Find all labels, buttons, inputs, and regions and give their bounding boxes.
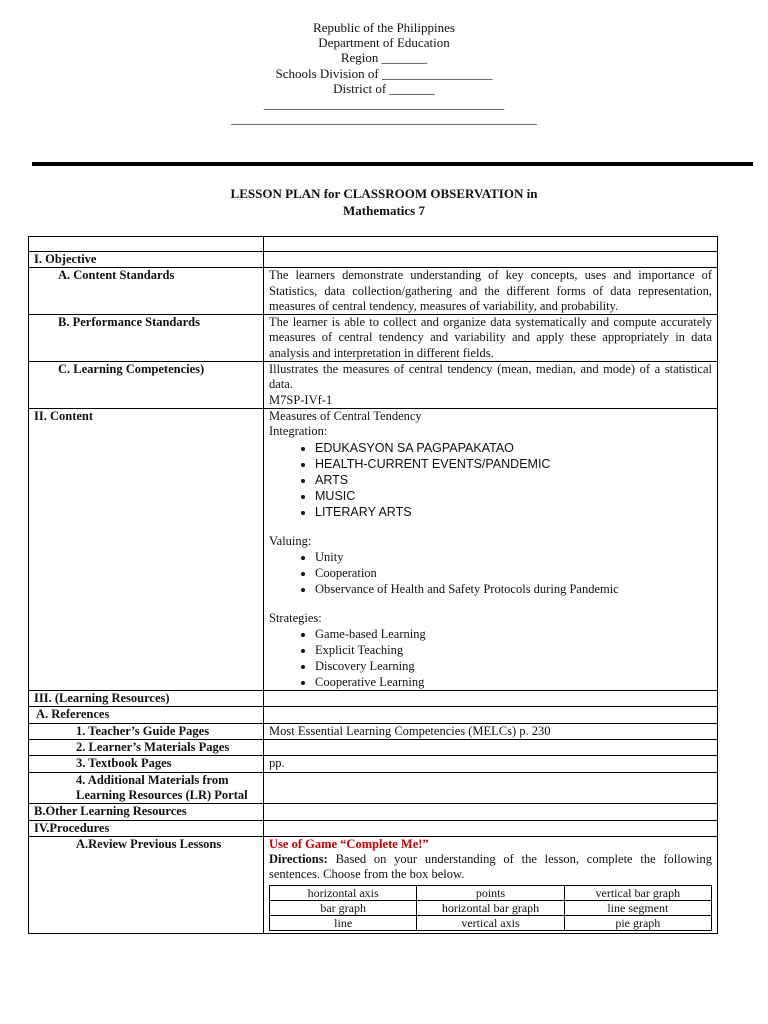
textbook-value: pp. bbox=[264, 756, 718, 772]
competency-code: M7SP-IVf-1 bbox=[269, 392, 333, 407]
list-item: • Cooperative Learning bbox=[315, 674, 712, 690]
strategies-label: Strategies: bbox=[269, 610, 322, 625]
lesson-plan-table bbox=[28, 236, 718, 934]
teachers-guide-label: 1. Teacher’s Guide Pages bbox=[29, 723, 264, 739]
table-row bbox=[29, 836, 718, 933]
empty-cell bbox=[264, 820, 718, 836]
header-blank-line-2: _______________________________________________ bbox=[231, 111, 537, 127]
competencies-text: Illustrates the measures of central tendency (mean, median, and mode) of a statistical data. bbox=[269, 362, 712, 392]
teachers-guide-value: Most Essential Learning Competencies (MELCs) p. 230 bbox=[264, 723, 718, 739]
strategies-list bbox=[269, 626, 712, 690]
list-item: • Explicit Teaching bbox=[315, 642, 712, 658]
directions-text: Based on your understanding of the lesson, complete the following sentences. Choose from the box below. bbox=[269, 852, 712, 882]
table-row bbox=[29, 408, 718, 690]
list-item: • EDUKASYON SA PAGPAPAKATAO bbox=[315, 440, 712, 456]
valuing-label: Valuing: bbox=[269, 533, 312, 548]
header-division: Schools Division of _________________ bbox=[275, 65, 493, 81]
performance-standards-label: B. Performance Standards bbox=[29, 315, 264, 362]
empty-cell bbox=[264, 237, 718, 252]
competencies-label: C. Learning Competencies) bbox=[29, 362, 264, 409]
table-row bbox=[29, 691, 718, 707]
choice-cell: pie graph bbox=[564, 915, 711, 930]
table-row bbox=[270, 885, 712, 900]
choice-cell: vertical axis bbox=[417, 915, 564, 930]
choice-cell: line bbox=[270, 915, 417, 930]
procedures-heading: IV.Procedures bbox=[29, 820, 264, 836]
additional-materials-label: 4. Additional Materials from Learning Resources (LR) Portal bbox=[29, 772, 264, 804]
directions-label: Directions: bbox=[269, 852, 328, 867]
list-item: • HEALTH-CURRENT EVENTS/PANDEMIC bbox=[315, 456, 712, 472]
header-republic: Republic of the Philippines bbox=[313, 20, 455, 35]
objective-heading: I. Objective bbox=[29, 252, 264, 268]
header-blank-line-1: _____________________________________ bbox=[263, 96, 505, 112]
empty-cell bbox=[29, 237, 264, 252]
choice-cell: vertical bar graph bbox=[564, 885, 711, 900]
table-row bbox=[29, 707, 718, 723]
competencies-cell bbox=[264, 362, 718, 409]
table-row bbox=[29, 362, 718, 409]
empty-cell bbox=[264, 772, 718, 804]
choices-box bbox=[269, 885, 712, 931]
table-row bbox=[29, 252, 718, 268]
valuing-list bbox=[269, 549, 712, 597]
header-region: Region _______ bbox=[340, 50, 428, 66]
learners-materials-label: 2. Learner’s Materials Pages bbox=[29, 740, 264, 756]
content-standards-text: The learners demonstrate understanding of key concepts, uses and importance of Statistics, data collection/gathering and the different forms of data representation, measures of central tendency, measures of variability, and probability. bbox=[264, 268, 718, 315]
title-line-2: Mathematics 7 bbox=[343, 203, 425, 218]
table-row bbox=[29, 772, 718, 804]
empty-cell bbox=[264, 707, 718, 723]
header-department: Department of Education bbox=[318, 35, 450, 51]
table-row bbox=[29, 315, 718, 362]
content-topic: Measures of Central Tendency bbox=[269, 408, 422, 423]
review-label: A.Review Previous Lessons bbox=[29, 836, 264, 933]
integration-label: Integration: bbox=[269, 424, 328, 439]
empty-cell bbox=[264, 740, 718, 756]
content-standards-label: A. Content Standards bbox=[29, 268, 264, 315]
performance-standards-text: The learner is able to collect and organize data systematically and compute accurately measures of central tendency and variability and apply these appropriately in data analysis and interpretation in different fields. bbox=[264, 315, 718, 362]
list-item: • Cooperation bbox=[315, 565, 712, 581]
document-header bbox=[0, 20, 768, 126]
table-row bbox=[29, 820, 718, 836]
table-row bbox=[29, 740, 718, 756]
content-heading: II. Content bbox=[29, 408, 264, 690]
choice-cell: line segment bbox=[564, 900, 711, 915]
document-title bbox=[0, 185, 768, 219]
other-resources-label: B.Other Learning Resources bbox=[29, 804, 264, 820]
choice-cell: horizontal axis bbox=[270, 885, 417, 900]
directions bbox=[269, 852, 712, 883]
table-row bbox=[270, 915, 712, 930]
resources-heading: III. (Learning Resources) bbox=[29, 691, 264, 707]
title-line-1: LESSON PLAN for CLASSROOM OBSERVATION in bbox=[230, 186, 538, 201]
table-row bbox=[29, 268, 718, 315]
content-cell bbox=[264, 408, 718, 690]
choice-cell: bar graph bbox=[270, 900, 417, 915]
list-item: • LITERARY ARTS bbox=[315, 504, 712, 520]
table-row bbox=[29, 723, 718, 739]
table-row bbox=[29, 756, 718, 772]
header-divider bbox=[32, 162, 753, 166]
game-title: Use of Game “Complete Me!” bbox=[269, 836, 429, 851]
empty-cell bbox=[264, 252, 718, 268]
list-item: • Unity bbox=[315, 549, 712, 565]
choice-cell: points bbox=[417, 885, 564, 900]
choice-cell: horizontal bar graph bbox=[417, 900, 564, 915]
table-row bbox=[29, 237, 718, 252]
textbook-label: 3. Textbook Pages bbox=[29, 756, 264, 772]
review-cell bbox=[264, 836, 718, 933]
list-item: • Game-based Learning bbox=[315, 626, 712, 642]
empty-cell bbox=[264, 691, 718, 707]
integration-list bbox=[269, 440, 712, 520]
header-district: District of _______ bbox=[333, 80, 435, 96]
list-item: • Discovery Learning bbox=[315, 658, 712, 674]
table-row bbox=[29, 804, 718, 820]
list-item: • MUSIC bbox=[315, 488, 712, 504]
empty-cell bbox=[264, 804, 718, 820]
references-label: A. References bbox=[29, 707, 264, 723]
table-row bbox=[270, 900, 712, 915]
list-item: • ARTS bbox=[315, 472, 712, 488]
list-item: • Observance of Health and Safety Protocols during Pandemic bbox=[315, 581, 712, 597]
